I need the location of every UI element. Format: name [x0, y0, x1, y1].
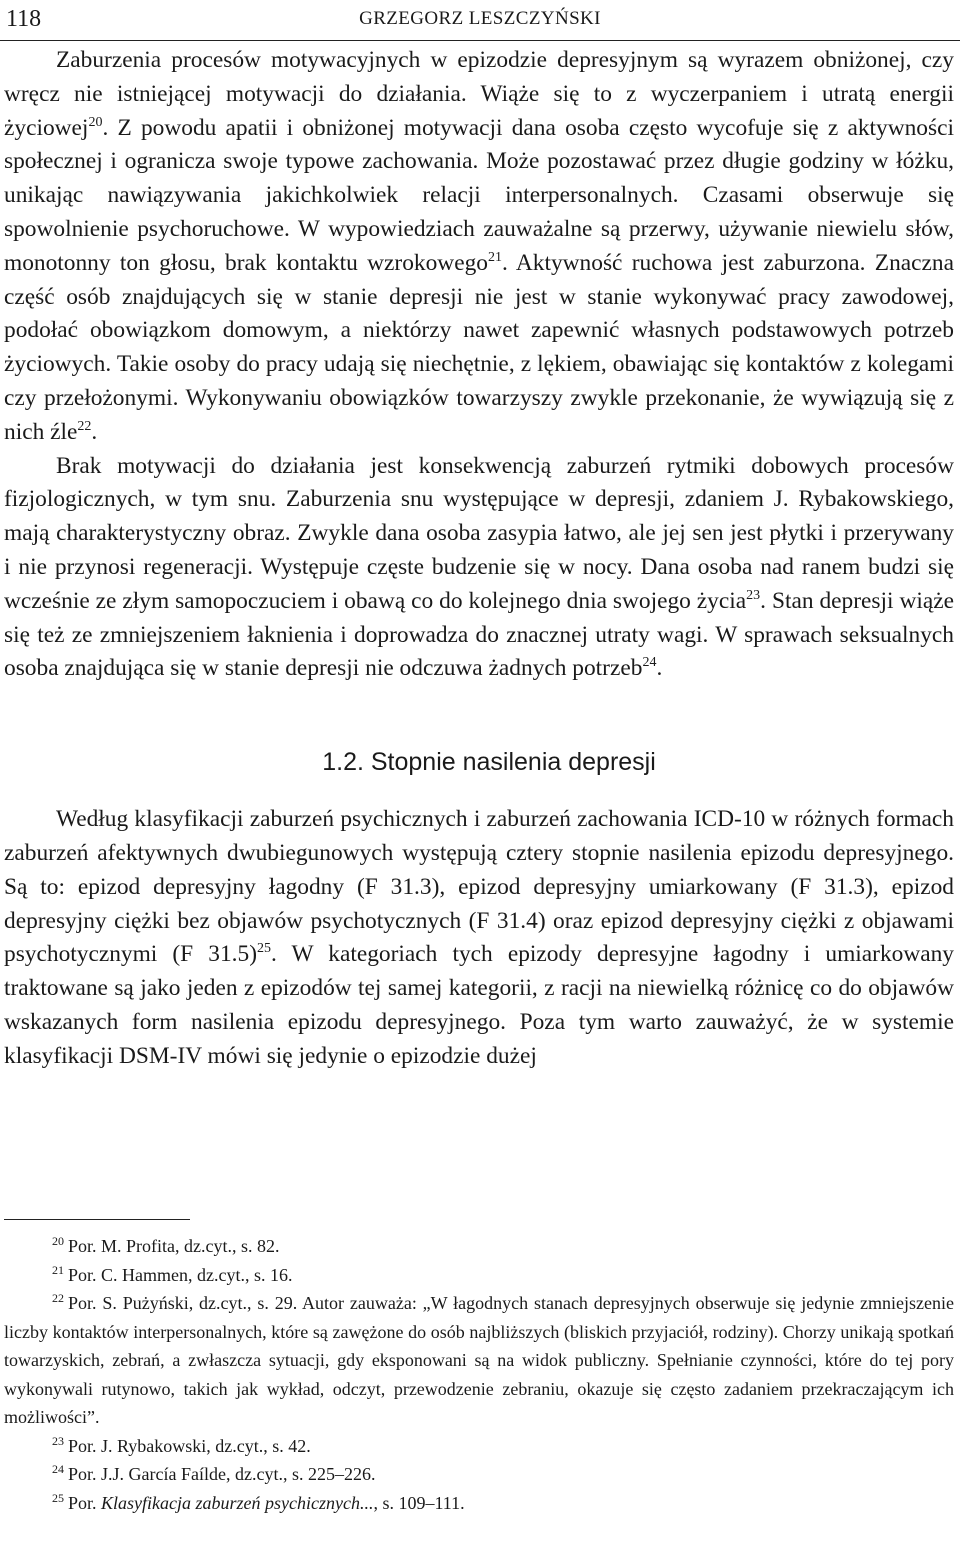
paragraph-text: Brak motywacji do działania jest konsekwencją zaburzeń rytmiki dobowych procesów fizjologicznych, w tym snu. Zaburzenia snu występujące w depresji, zdaniem J. Rybakowskiego, mają charakterystyczny obraz. Zwykle dana osoba zasypia łatwo, ale jej sen jest płytki i przerywany i nie przynosi regeneracji. Występuje częste budzenie się w nocy. Dana osoba nad ranem budzi się wcześnie ze złym samopoczuciem i obawą co do kolejnego dnia swojego życia [4, 452, 954, 614]
paragraph-text: Zaburzenia procesów motywacyjnych w epizodzie depresyjnym są wyrazem obniżonej, czy wręcz nie istniejącej motywacji do działania. Wiąże się to z wyczerpaniem i utratą energii życiowej [4, 47, 954, 141]
footnotes [4, 1232, 954, 1517]
running-head-author: GRZEGORZ LESZCZYŃSKI [359, 8, 601, 29]
paragraph-3 [4, 803, 954, 1073]
section-heading: 1.2. Stopnie nasilenia depresji [322, 748, 656, 777]
footnote-ref: 22 [77, 418, 92, 434]
paragraph-1 [4, 44, 954, 450]
footnote-number: 20 [52, 1234, 64, 1248]
paragraph-text: Według klasyfikacji zaburzeń psychicznych i zaburzeń zachowania ICD-10 w różnych formach zaburzeń afektywnych dwubiegunowych występują cztery stopnie nasilenia epizodu depresyjnego. Są to: epizod depresyjny łagodny (F 31.3), epizod depresyjny umiarkowany (F 31.3), epizod depresyjny ciężki bez objawów psychotycznych (F 31.4) oraz epizod depresyjny ciężki z objawami psychotycznymi (F 31.5) [4, 806, 954, 968]
paragraph-text: . [656, 655, 663, 682]
footnote-text: Por. M. Profita, dz.cyt., s. 82. [68, 1236, 280, 1256]
footnote-22 [4, 1289, 954, 1432]
page-number: 118 [6, 6, 42, 32]
footnote-text: , s. 109–111. [373, 1492, 465, 1513]
main-text [4, 44, 954, 1074]
footnote-number: 23 [52, 1433, 64, 1448]
footnote-number: 22 [52, 1291, 64, 1305]
footnote-24 [4, 1460, 954, 1489]
footnote-ref: 23 [746, 587, 761, 603]
footnote-25 [4, 1489, 954, 1518]
footnote-ref: 25 [257, 941, 272, 957]
footnote-ref: 20 [88, 114, 103, 130]
paragraph-text: . W kategoriach tych epizody depresyjne łagodny i umiarkowany traktowane są jako jeden z epizodów tej samej kategorii, z racji na niewielką różnicę co do objawów wskazanych form nasilenia epizodu depresyjnego. Poza tym warto zauważyć, że w systemie klasyfikacji DSM-IV mówi się jedynie o epizodzie dużej [4, 941, 954, 1069]
footnote-ref: 24 [642, 655, 657, 671]
footnote-number: 25 [52, 1490, 64, 1505]
footnote-text: Por. J.J. García Faílde, dz.cyt., s. 225–226. [68, 1464, 376, 1484]
footnote-number: 24 [52, 1462, 64, 1476]
footnote-rule [4, 1219, 190, 1220]
footnote-23 [4, 1432, 954, 1461]
footnote-text: Por. J. Rybakowski, dz.cyt., s. 42. [68, 1435, 311, 1456]
footnote-title-italic: Klasyfikacja zaburzeń psychicznych... [101, 1492, 374, 1513]
footnote-ref: 21 [487, 249, 502, 265]
paragraph-text: . Aktywność ruchowa jest zaburzona. Znaczna część osób znajdujących się w stanie depresji nie jest w stanie wykonywać pracy zawodowej, podołać obowiązkom domowym, a niektórzy nawet zapewnić własnych podstawowych potrzeb życiowych. Takie osoby do pracy udają się niechętnie, z lękiem, obawiając się kontaktów z kolegami czy przełożonymi. Wykonywaniu obowiązków towarzyszy zwykle przekonanie, że wywiązują się z nich źle [4, 249, 954, 445]
footnote-text: Por. C. Hammen, dz.cyt., s. 16. [68, 1264, 293, 1285]
footnote-text: Por. [68, 1492, 102, 1513]
footnote-21 [4, 1261, 954, 1290]
header-rule [0, 40, 960, 41]
footnote-text: Por. S. Pużyński, dz.cyt., s. 29. Autor zauważa: „W łagodnych stanach depresyjnych obserwuje się jedynie zmniejszenie liczby kontaktów interpersonalnych, które są zawężone do osób najbliższych (bliskich przyjaciół, rodziny). Chorzy unikają spotkań towarzyskich, zebrań, a zwłaszcza sytuacji, gdy eksponowani są na widok publiczny. Spełnianie czynności, które do tej pory wykonywali rutynowo, takich jak wykład, odczyt, przewodzenie zebraniu, okazuje się często zadaniem przekraczającym ich możliwości”. [4, 1293, 954, 1427]
paragraph-2 [4, 450, 954, 687]
page-header [0, 0, 960, 46]
footnote-number: 21 [52, 1262, 64, 1277]
paragraph-text: . Stan depresji wiąże się też ze zmniejszeniem łaknienia i doprowadza do znacznej utraty wagi. W sprawach seksualnych osoba znajdująca się w stanie depresji nie odczuwa żadnych potrzeb [4, 587, 955, 682]
paragraph-text: . [91, 418, 98, 445]
footnote-20 [4, 1232, 954, 1261]
paragraph-text: . Z powodu apatii i obniżonej motywacji dana osoba często wycofuje się z aktywności społecznej i ogranicza swoje typowe zachowania. Może pozostawać przez długie godziny w łóżku, unikając nawiązywania jakichkolwiek relacji interpersonalnych. Czasami obserwuje się spowolnienie psychoruchowe. W wypowiedziach zauważalne są przerwy, używanie niewielu słów, monotonny ton głosu, brak kontaktu wzrokowego [4, 114, 954, 276]
